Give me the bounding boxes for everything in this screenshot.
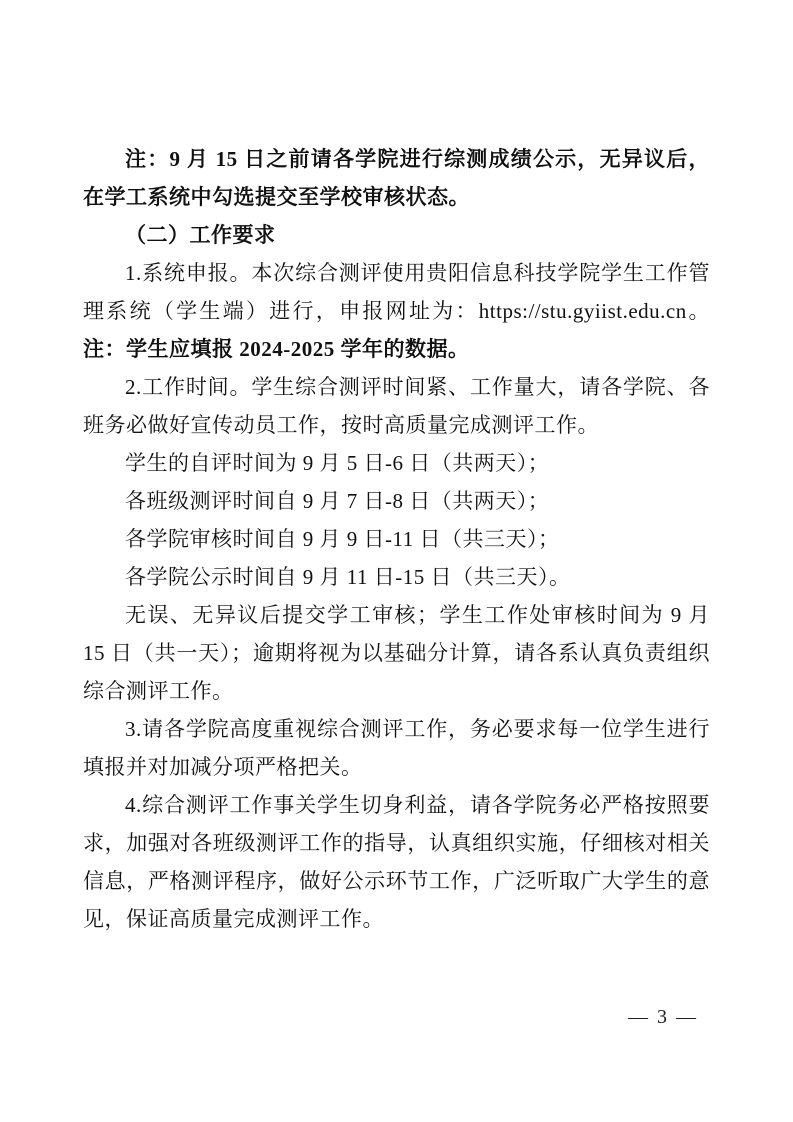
note-publicity-paragraph: 注：9 月 15 日之前请各学院进行综测成绩公示，无异议后，在学工系统中勾选提交至学校审核状态。 bbox=[83, 147, 710, 209]
line-class-evaluation-time: 各班级测评时间自 9 月 7 日-8 日（共两天）； bbox=[125, 489, 550, 513]
page-number: — 3 — bbox=[628, 1006, 698, 1028]
document-body bbox=[83, 140, 710, 938]
para-1-note-bold: 注：学生应填报 2024-2025 学年的数据。 bbox=[83, 337, 470, 361]
para-4-implementation: 4.综合测评工作事关学生切身利益，请各学院务必严格按照要求，加强对各班级测评工作的指导，认真组织实施，仔细核对相关信息，严格测评程序，做好公示环节工作，广泛听取广大学生的意见，保证高质量完成测评工作。 bbox=[83, 793, 710, 931]
line-college-publicity-time: 各学院公示时间自 9 月 11 日-15 日（共三天）。 bbox=[125, 565, 571, 589]
line-college-review-time: 各学院审核时间自 9 月 9 日-11 日（共三天）； bbox=[125, 527, 560, 551]
para-3-college-attention: 3.请各学院高度重视综合测评工作，务必要求每一位学生进行填报并对加减分项严格把关。 bbox=[83, 717, 710, 779]
para-1-body-text: 1.系统申报。本次综合测评使用贵阳信息科技学院学生工作管理系统（学生端）进行，申报网址为：https://stu.gyiist.edu.cn。 bbox=[83, 261, 710, 323]
para-2-work-time: 2.工作时间。学生综合测评时间紧、工作量大，请各学院、各班务必做好宣传动员工作，按时高质量完成测评工作。 bbox=[83, 375, 710, 437]
line-self-evaluation-time: 学生的自评时间为 9 月 5 日-6 日（共两天）； bbox=[125, 451, 550, 475]
para-1-system-application bbox=[83, 254, 710, 368]
section-heading-work-requirements: （二）工作要求 bbox=[125, 223, 276, 247]
para-submission-review: 无误、无异议后提交学工审核；学生工作处审核时间为 9 月 15 日（共一天）；逾期将视为以基础分计算，请各系认真负责组织综合测评工作。 bbox=[83, 603, 710, 703]
